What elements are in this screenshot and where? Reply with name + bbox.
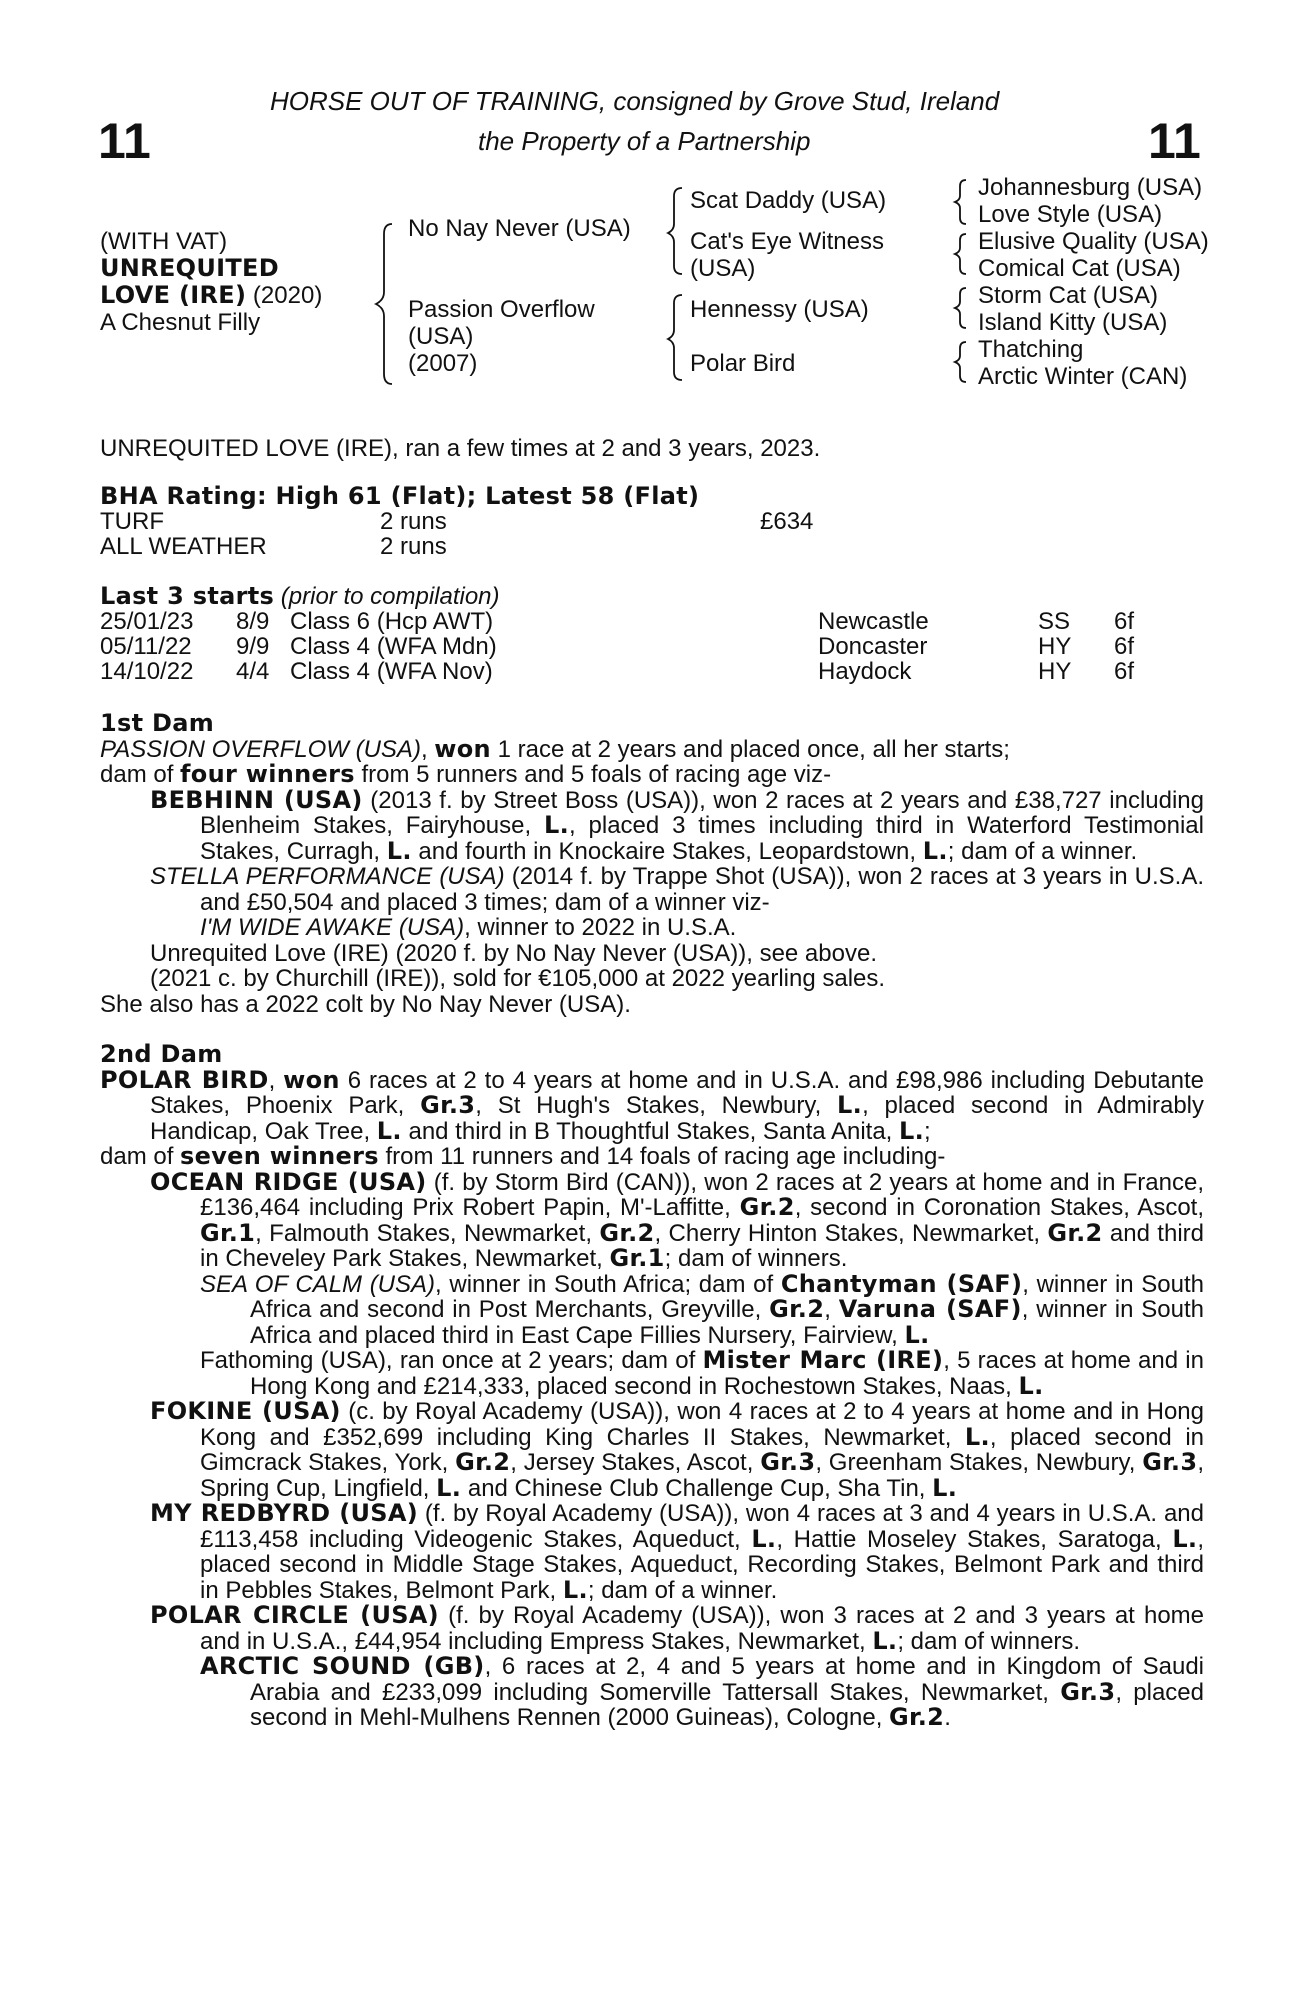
- text: 1 race at 2 years and placed once, all her starts;: [490, 735, 1010, 763]
- last-starts-subtitle: (prior to compilation): [274, 583, 500, 610]
- produce-name: SEA OF CALM (USA): [200, 1270, 436, 1298]
- produce-name: Mister Marc (IRE): [702, 1346, 944, 1374]
- rating-turf-runs: 2 runs: [380, 508, 447, 535]
- start-course: Haydock: [818, 658, 912, 685]
- text: , winner in South Africa and placed third in East Cape Fillies Nursery, Fairview,: [250, 1296, 1204, 1349]
- produce-fathoming: [200, 1348, 1204, 1399]
- pedigree-sire-dam-line-2: (USA): [690, 255, 756, 282]
- produce-name: FOKINE (USA): [150, 1397, 341, 1425]
- grade: Gr.3: [760, 1448, 816, 1476]
- bracket-sire: [668, 188, 682, 274]
- lot-number-right: 11: [1148, 113, 1201, 169]
- text: ; dam of a winner.: [947, 837, 1138, 865]
- horse-name-part-2: LOVE (IRE): [100, 281, 247, 309]
- produce-stella-performance: [150, 864, 1204, 915]
- first-dam-name: PASSION OVERFLOW (USA): [100, 735, 421, 763]
- first-dam-record: [100, 734, 1204, 763]
- grade: Gr.1: [200, 1218, 256, 1247]
- grade: L.: [562, 1575, 588, 1604]
- text: , St Hugh's Stakes, Newbury,: [475, 1092, 838, 1119]
- won-label: won: [283, 1065, 340, 1094]
- text: , winner in South Africa; dam of: [435, 1270, 781, 1298]
- grade: Gr.3: [1142, 1448, 1198, 1476]
- pedigree-sire: No Nay Never (USA): [408, 215, 631, 242]
- text: , Greenham Stakes, Newbury,: [815, 1449, 1143, 1476]
- pedigree-dam-sire: Hennessy (USA): [690, 296, 869, 323]
- produce-2021-colt: (2021 c. by Churchill (IRE)), sold for €105,000 at 2022 yearling sales.: [150, 965, 886, 992]
- text: , placed second in Admirably Handicap, Oak Tree,: [150, 1092, 1204, 1145]
- produce-ocean-ridge: [150, 1167, 1205, 1272]
- text: , second in Coronation Stakes, Ascot,: [794, 1194, 1204, 1221]
- start-position: 8/9: [236, 608, 270, 635]
- start-race: Class 4 (WFA Mdn): [290, 633, 497, 660]
- grade: Gr.1: [609, 1244, 665, 1272]
- bracket-g3: [955, 288, 966, 328]
- produce-im-wide-awake: [200, 915, 1204, 941]
- text: , Spring Cup, Lingfield,: [200, 1449, 1205, 1502]
- header-line-2: the Property of a Partnership: [478, 126, 811, 156]
- text: 6 races at 2 to 4 years at home and in U.S.A. and £98,986 including Debutante Stakes, Phoenix Park,: [150, 1066, 1205, 1119]
- second-dam-produce-summary: [100, 1144, 1204, 1170]
- pedigree-g5: Storm Cat (USA): [978, 282, 1159, 309]
- rating-turf-surface: TURF: [100, 508, 164, 535]
- start-distance: 6f: [1114, 608, 1135, 635]
- last-starts-title: Last 3 starts: [100, 582, 275, 610]
- grade: Gr.2: [455, 1448, 511, 1476]
- text: from 5 runners and 5 foals of racing age viz-: [354, 761, 832, 788]
- produce-name: POLAR CIRCLE (USA): [150, 1601, 439, 1629]
- text: ,: [268, 1066, 284, 1094]
- produce-name: OCEAN RIDGE (USA): [150, 1167, 427, 1196]
- grade: Gr.2: [739, 1193, 795, 1221]
- grade: L.: [1172, 1524, 1198, 1553]
- start-date: 14/10/22: [100, 658, 194, 685]
- first-dam-heading: 1st Dam: [100, 709, 215, 737]
- pedigree-sire-dam-line-1: Cat's Eye Witness: [690, 228, 884, 255]
- text: ; dam of a winner.: [587, 1576, 778, 1604]
- grade: L.: [386, 836, 412, 865]
- grade: L.: [751, 1524, 777, 1553]
- text: , Hattie Moseley Stakes, Saratoga,: [776, 1525, 1173, 1553]
- start-position: 4/4: [236, 658, 270, 685]
- last-starts-heading: [100, 584, 500, 610]
- text: , placed second in Gimcrack Stakes, York,: [200, 1423, 1204, 1476]
- pedigree-dam-line-1: Passion Overflow: [408, 296, 595, 323]
- text: Fathoming (USA), ran once at 2 years; dam of: [200, 1347, 703, 1374]
- text: ;: [924, 1117, 931, 1145]
- produce-name: I'M WIDE AWAKE (USA): [200, 914, 465, 941]
- pedigree-g2: Love Style (USA): [978, 201, 1163, 228]
- text: (c. by Royal Academy (USA)), won 4 races at 2 to 4 years at home and in Hong Kong and £352,699 including King Charles II Stakes, Newmarket,: [200, 1398, 1204, 1451]
- pedigree-g4: Comical Cat (USA): [978, 255, 1181, 282]
- produce-arctic-sound: [200, 1654, 1204, 1731]
- lot-number-left: 11: [98, 113, 151, 169]
- rating-aw-runs: 2 runs: [380, 533, 447, 560]
- rating-aw-surface: ALL WEATHER: [100, 533, 267, 560]
- bracket-g1: [955, 180, 966, 224]
- text: , Falmouth Stakes, Newmarket,: [255, 1219, 600, 1247]
- text: , placed second in Mehl-Mulhens Rennen (2000 Guineas), Cologne,: [250, 1678, 1204, 1731]
- text: , 5 races at home and in Hong Kong and £214,333, placed second in Rochestown Stakes, Naas,: [250, 1347, 1204, 1400]
- text: (2014 f. by Trappe Shot (USA)), won 2 races at 3 years in U.S.A. and £50,504 and placed 3 times; dam of a winner viz-: [200, 863, 1204, 916]
- produce-unrequited-love: Unrequited Love (IRE) (2020 f. by No Nay Never (USA)), see above.: [150, 939, 877, 967]
- grade: L.: [436, 1473, 462, 1502]
- produce-my-redbyrd: [150, 1501, 1204, 1603]
- text: , Cherry Hinton Stakes, Newmarket,: [654, 1219, 1048, 1247]
- grade: Gr.2: [889, 1703, 945, 1731]
- bha-rating-title: BHA Rating: High 61 (Flat); Latest 58 (Flat): [100, 482, 700, 510]
- pedigree-dam-dam: Polar Bird: [690, 350, 796, 377]
- start-race: Class 4 (WFA Nov): [290, 658, 493, 685]
- start-date: 05/11/22: [100, 633, 192, 660]
- grade: L.: [964, 1422, 990, 1451]
- grade: L.: [932, 1473, 958, 1502]
- pedigree-g6: Island Kitty (USA): [978, 309, 1168, 336]
- text: (f. by Storm Bird (CAN)), won 2 races at 2 years at home and in France, £136,464 including Prix Robert Papin, M'-Laffitte,: [200, 1168, 1205, 1221]
- start-course: Newcastle: [818, 608, 929, 635]
- produce-name: MY REDBYRD (USA): [150, 1499, 418, 1527]
- produce-name: STELLA PERFORMANCE (USA): [150, 863, 505, 890]
- header-line-1: HORSE OUT OF TRAINING, consigned by Grove Stud, Ireland: [270, 86, 1000, 116]
- grade: Gr.2: [599, 1218, 655, 1247]
- grade: Gr.2: [769, 1295, 825, 1323]
- grade: Gr.2: [1047, 1218, 1103, 1247]
- produce-bebhinn: [150, 785, 1205, 865]
- produce-fokine: [150, 1399, 1204, 1501]
- second-dam-heading: 2nd Dam: [100, 1040, 223, 1068]
- grade: L.: [544, 811, 570, 839]
- won-label: won: [434, 734, 491, 763]
- horse-description: A Chesnut Filly: [100, 309, 261, 336]
- text: ,: [420, 735, 435, 763]
- first-dam-section: [100, 711, 1204, 1731]
- horse-year: (2020): [246, 282, 323, 309]
- text: (f. by Royal Academy (USA)), won 4 races at 3 and 4 years in U.S.A. and £113,458 including Videogenic Stakes, Aqueduct,: [200, 1500, 1204, 1553]
- text: dam of: [100, 761, 181, 788]
- grade: L.: [837, 1091, 863, 1119]
- produce-sea-of-calm: [200, 1269, 1204, 1349]
- text: (2013 f. by Street Boss (USA)), won 2 races at 2 years and £38,727 including Blenheim Stakes, Fairyhouse,: [200, 786, 1205, 839]
- grade: Gr.3: [1060, 1677, 1116, 1706]
- produce-name: Varuna (SAF): [838, 1295, 1022, 1323]
- bracket-main: [376, 224, 392, 384]
- start-going: HY: [1038, 633, 1072, 660]
- start-going: HY: [1038, 658, 1072, 685]
- text: and Chinese Club Challenge Cup, Sha Tin,: [461, 1474, 933, 1502]
- text: ,: [824, 1296, 839, 1323]
- horse-name-line-1: UNREQUITED: [100, 254, 279, 282]
- text: ; dam of winners.: [897, 1627, 1081, 1655]
- text: and third in Cheveley Park Stakes, Newmarket,: [200, 1219, 1204, 1272]
- text: .: [944, 1704, 951, 1731]
- pedigree-g1: Johannesburg (USA): [978, 174, 1203, 201]
- rating-turf-prize: £634: [760, 508, 814, 535]
- pedigree-g7: Thatching: [978, 336, 1084, 363]
- start-distance: 6f: [1114, 658, 1135, 685]
- start-race: Class 6 (Hcp AWT): [290, 608, 494, 635]
- text: , Jersey Stakes, Ascot,: [510, 1449, 761, 1476]
- bracket-dam: [668, 295, 682, 380]
- text: , winner to 2022 in U.S.A.: [464, 914, 737, 941]
- pedigree-dam-line-2: (USA): [408, 323, 474, 350]
- grade: Gr.3: [420, 1091, 476, 1119]
- first-dam-also: She also has a 2022 colt by No Nay Never (USA).: [100, 990, 631, 1018]
- text: and fourth in Knockaire Stakes, Leopardstown,: [411, 837, 923, 865]
- text: , winner in South Africa and second in Post Merchants, Greyville,: [250, 1270, 1204, 1323]
- vat-note: (WITH VAT): [100, 228, 228, 255]
- text: (f. by Royal Academy (USA)), won 3 races at 2 and 3 years at home and in U.S.A., £44,954 including Empress Stakes, Newmarket,: [200, 1602, 1205, 1655]
- winners-count: four winners: [180, 760, 355, 788]
- grade: L.: [872, 1626, 898, 1655]
- start-going: SS: [1038, 608, 1071, 635]
- produce-name: ARCTIC SOUND (GB): [200, 1652, 485, 1680]
- bracket-g2: [955, 234, 966, 274]
- grade: L.: [922, 836, 948, 865]
- grade: L.: [376, 1116, 402, 1145]
- first-dam-produce-summary: [100, 762, 1204, 788]
- grade: L.: [1018, 1371, 1044, 1400]
- start-course: Doncaster: [818, 633, 928, 660]
- start-date: 25/01/23: [100, 608, 194, 635]
- second-dam-name: POLAR BIRD: [100, 1065, 269, 1094]
- produce-name: Chantyman (SAF): [780, 1269, 1023, 1298]
- text: , placed second in Middle Stage Stakes, Aqueduct, Recording Stakes, Belmont Park and third in Pebbles Stakes, Belmont Park,: [200, 1525, 1204, 1604]
- pedigree-dam-line-3: (2007): [408, 350, 478, 377]
- text: ; dam of winners.: [664, 1245, 848, 1272]
- pedigree-g8: Arctic Winter (CAN): [978, 363, 1188, 390]
- text: dam of: [100, 1143, 181, 1170]
- start-position: 9/9: [236, 633, 270, 660]
- text: from 11 runners and 14 foals of racing age including-: [378, 1143, 946, 1170]
- produce-name: BEBHINN (USA): [150, 785, 363, 814]
- pedigree-sire-sire: Scat Daddy (USA): [690, 187, 887, 214]
- race-summary: UNREQUITED LOVE (IRE), ran a few times at 2 and 3 years, 2023.: [100, 435, 821, 462]
- pedigree-g3: Elusive Quality (USA): [978, 228, 1209, 255]
- text: and third in B Thoughtful Stakes, Santa Anita,: [401, 1117, 900, 1145]
- text: , placed 3 times including third in Waterford Testimonial Stakes, Curragh,: [200, 812, 1204, 865]
- bracket-g4: [955, 342, 966, 382]
- grade: L.: [899, 1116, 925, 1145]
- produce-polar-circle: [150, 1603, 1204, 1654]
- second-dam-record: [100, 1065, 1205, 1145]
- grade: L.: [904, 1320, 930, 1349]
- winners-count: seven winners: [180, 1142, 379, 1170]
- text: , 6 races at 2, 4 and 5 years at home and in Kingdom of Saudi Arabia and £233,099 including Somerville Tattersall Stakes, Newmarket,: [250, 1653, 1204, 1706]
- start-distance: 6f: [1114, 633, 1135, 660]
